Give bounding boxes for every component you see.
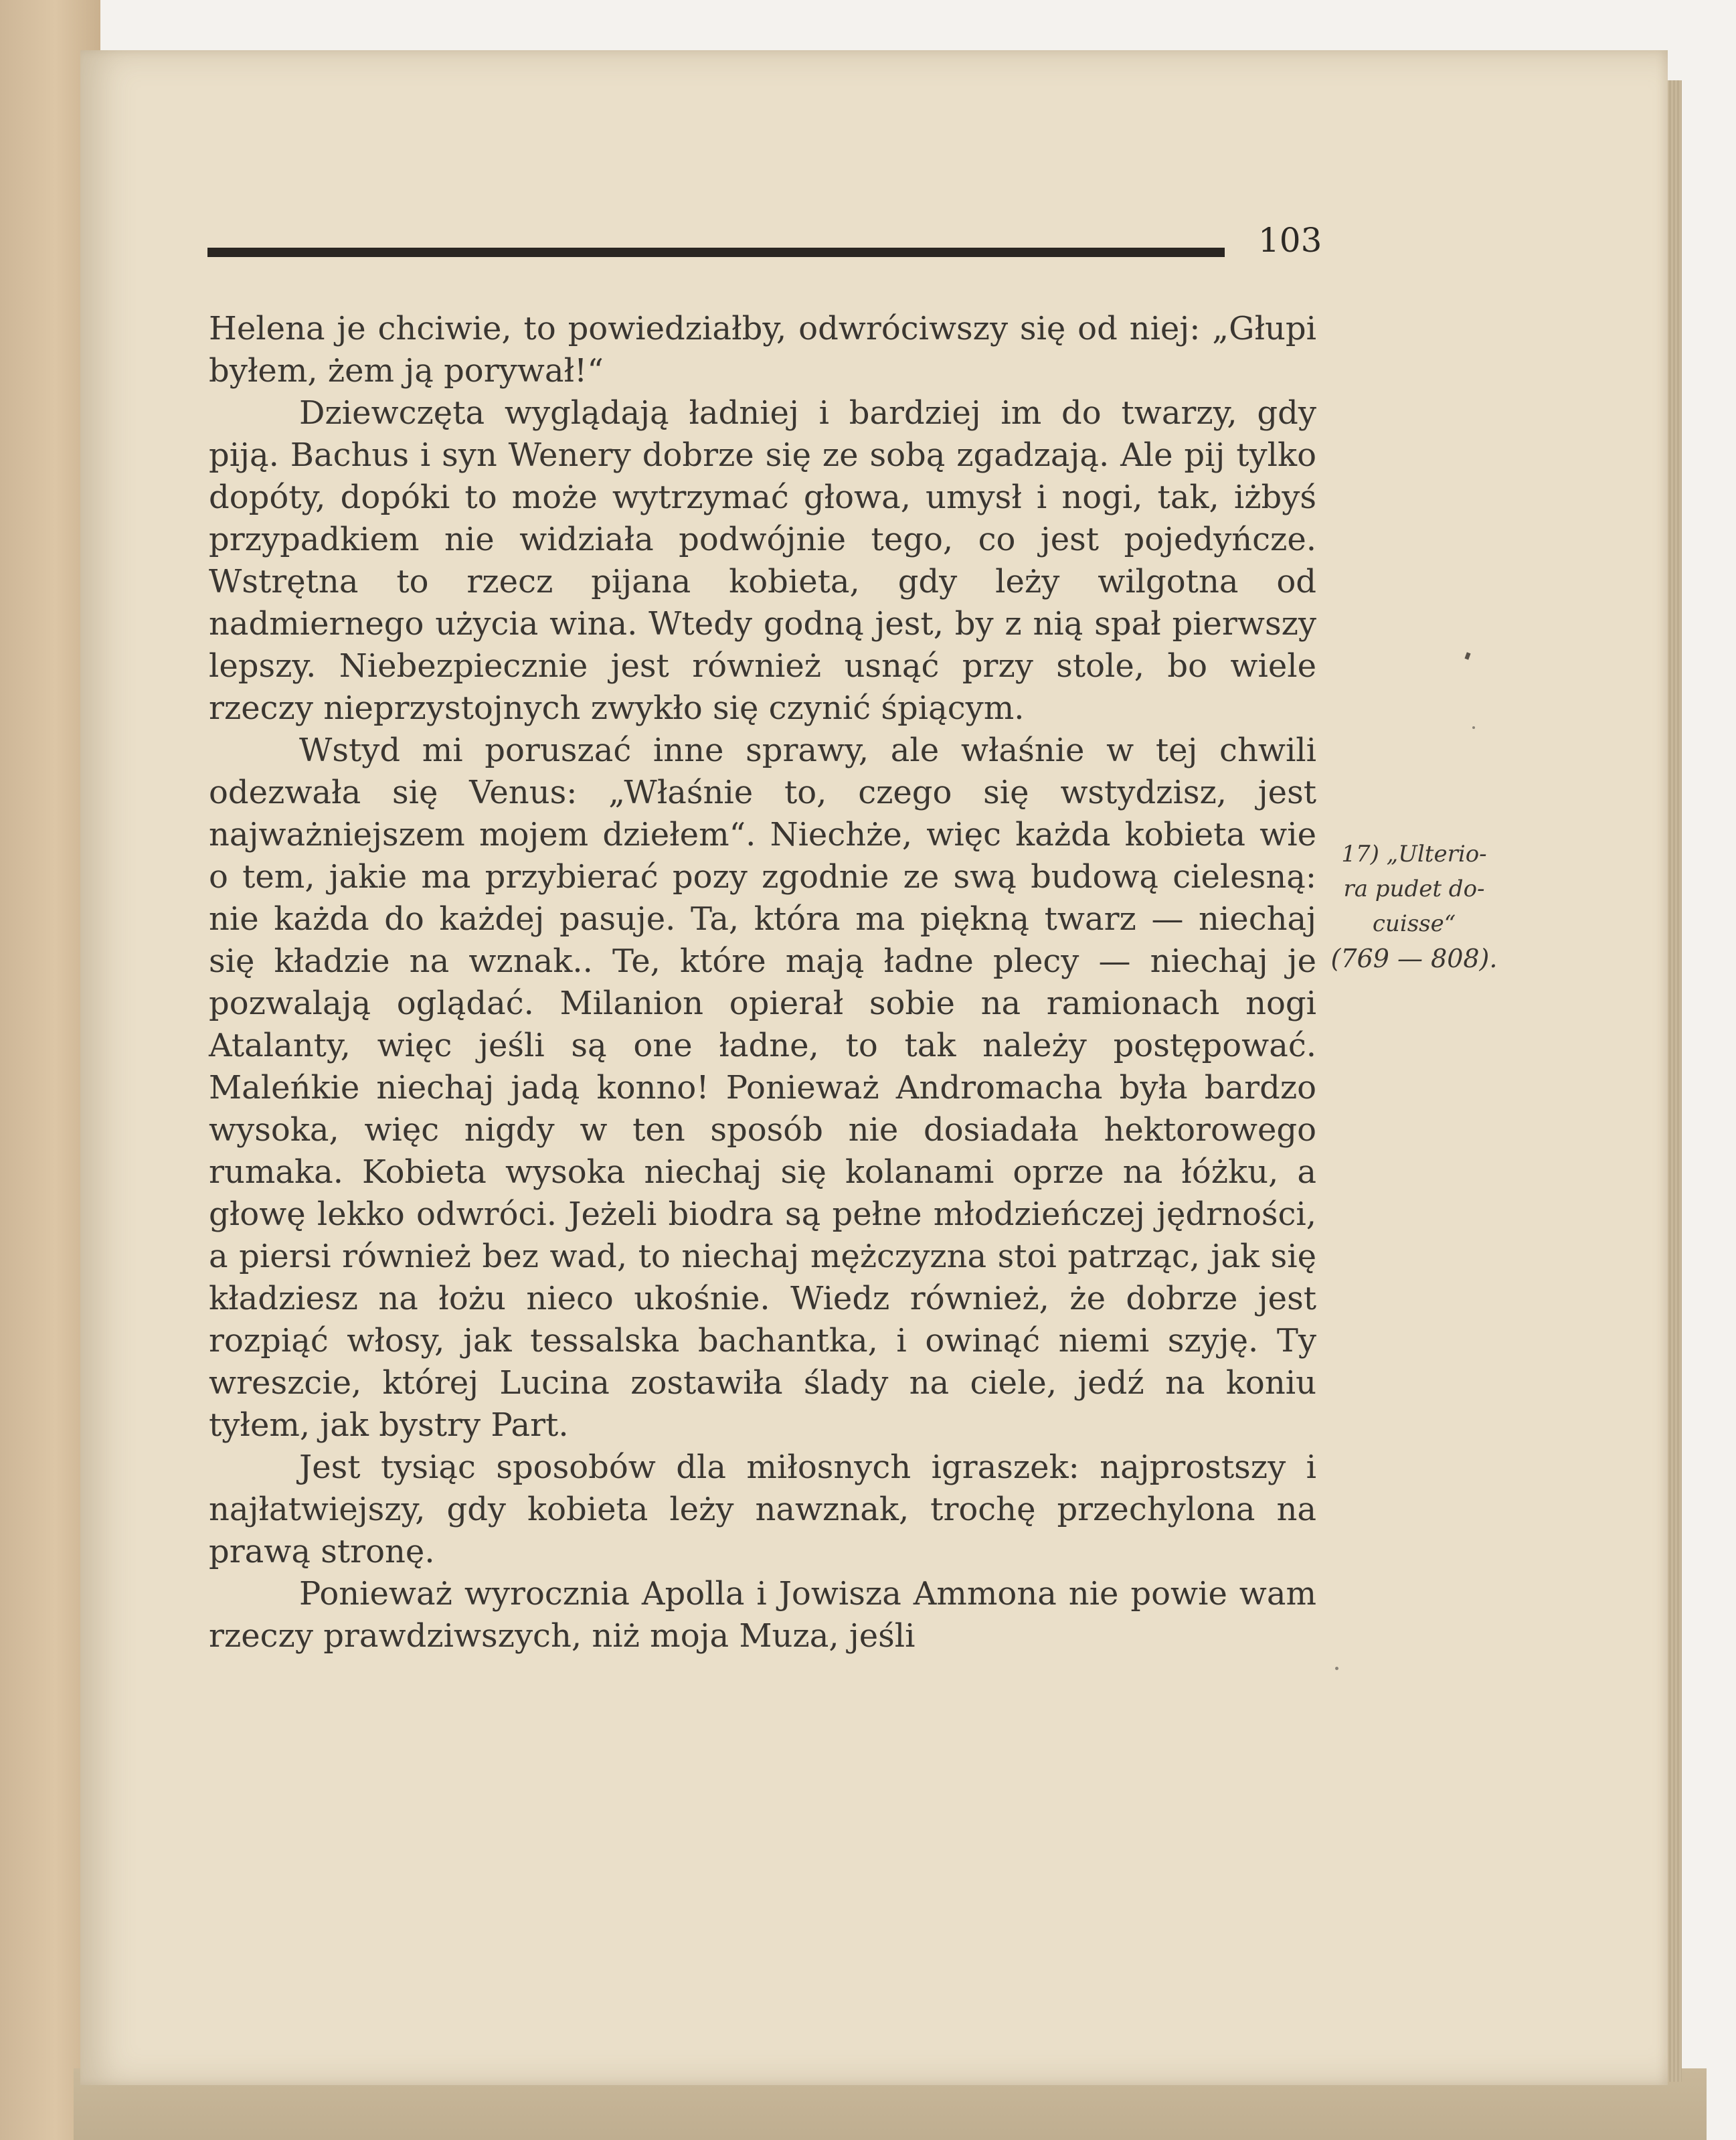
- ink-dot-lower: [1335, 1667, 1338, 1670]
- margin-note-line-1: 17) „Ulterio-: [1341, 841, 1487, 868]
- paragraph-4: Jest tysiąc sposobów dla miłosnych igraszek: najprostszy i najłatwiejszy, gdy kobieta leży nawznak, trochę przechylona na prawą stronę.: [209, 1449, 1316, 1570]
- margin-note-line-3: cuisse“: [1372, 910, 1456, 937]
- paragraph-2: Dziewczęta wyglądają ładniej i bardziej im do twarzy, gdy piją. Bachus i syn Wenery dobrze się ze sobą zgadzają. Ale pij tylko dopóty, dopóki to może wytrzymać głowa, umysł i nogi, tak, iżbyś przypadkiem nie widziała podwójnie tego, co jest pojedyńcze. Wstrętna to rzecz pijana kobieta, gdy leży wilgotna od nadmiernego użycia wina. Wtedy godną jest, by z nią spał pierwszy lepszy. Niebezpiecznie jest również usnąć przy stole, bo wiele rzeczy nieprzystojnych zwykło się czynić śpiącym.: [209, 394, 1316, 727]
- margin-note: [1324, 837, 1504, 976]
- margin-note-line-4: (769 — 808).: [1330, 944, 1498, 973]
- page-number: 103: [1258, 221, 1322, 260]
- paragraph-3: Wstyd mi poruszać inne sprawy, ale właśnie w tej chwili odezwała się Venus: „Właśnie to, czego się wstydzisz, jest najważniejszem mojem dziełem“. Niechże, więc każda kobieta wie o tem, jakie ma przybierać pozy zgodnie ze swą budową cielesną: nie każda do każdej pasuje. Ta, która ma piękną twarz — niechaj się kładzie na wznak.. Te, które mają ładne plecy — niechaj je pozwalają oglądać. Milanion opierał sobie na ramionach nogi Atalanty, więc jeśli są one ładne, to tak należy postępować. Maleńkie niechaj jadą konno! Ponieważ Andromacha była bardzo wysoka, więc nigdy w ten sposób nie dosiadała hektorowego rumaka. Kobieta wysoka niechaj się kolanami oprze na łóżku, a głowę lekko odwróci. Jeżeli biodra są pełne młodzieńczej jędrności, a piersi również bez wad, to niechaj mężczyzna stoi patrząc, jak się kładziesz na łożu nieco ukośnie. Wiedz również, że dobrze jest rozpiąć włosy, jak tessalska bachantka, i owinąć niemi szyję. Ty wreszcie, której Lucina zostawiła ślady na ciele, jedź na koniu tyłem, jak bystry Part.: [209, 732, 1316, 1444]
- body-text: [209, 308, 1316, 1657]
- header-rule: [207, 248, 1225, 257]
- paragraph-1: Helena je chciwie, to powiedziałby, odwróciwszy się od niej: „Głupi byłem, żem ją porywał!“: [209, 310, 1316, 390]
- paragraph-5: Ponieważ wyrocznia Apolla i Jowisza Ammona nie powie wam rzeczy prawdziwszych, niż moja Muza, jeśli: [209, 1575, 1316, 1655]
- ink-dot: [1472, 726, 1475, 729]
- margin-note-line-2: ra pudet do-: [1343, 876, 1485, 902]
